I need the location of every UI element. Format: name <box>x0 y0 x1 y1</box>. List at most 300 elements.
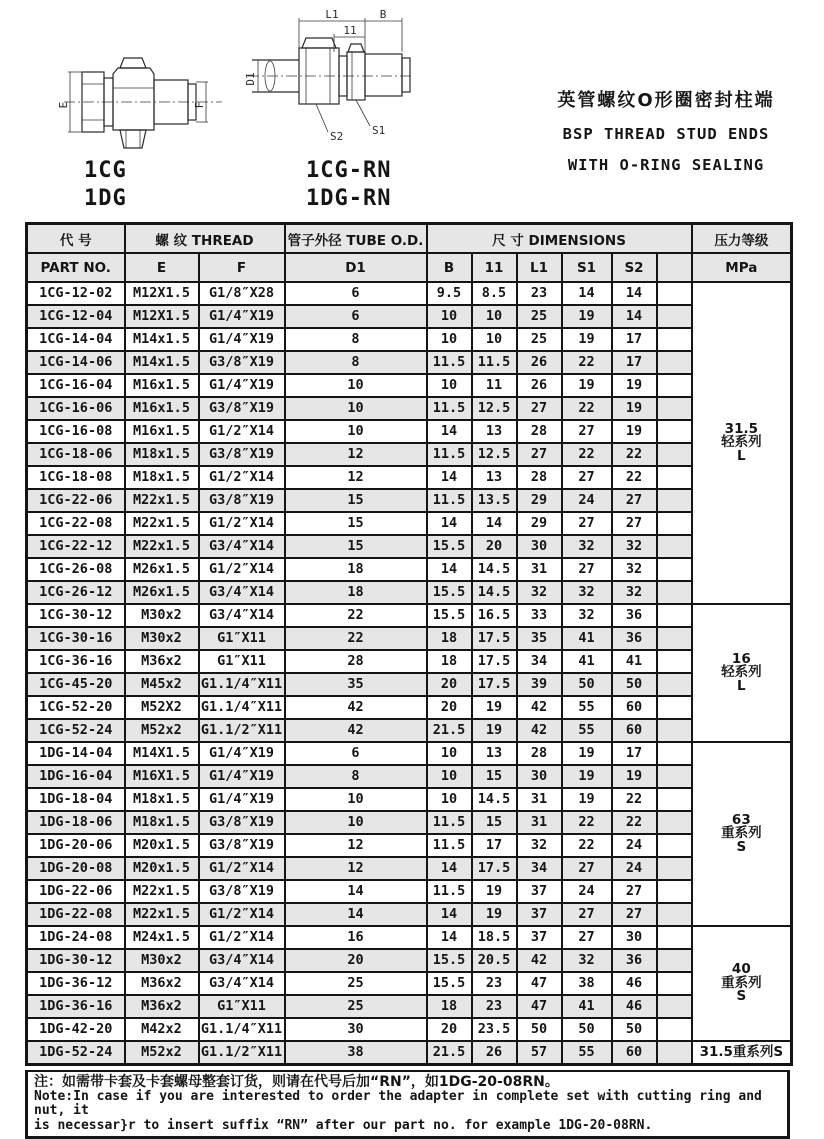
dim-s2-cell: 24 <box>612 857 657 880</box>
dim-l1-cell: 37 <box>517 880 562 903</box>
spare-cell <box>657 1018 692 1041</box>
table-row <box>27 1018 792 1041</box>
title-block <box>512 86 820 174</box>
dim-l1-cell: 50 <box>517 1018 562 1041</box>
dim-l1-small-cell: 15 <box>472 811 517 834</box>
dim-s2-cell: 60 <box>612 696 657 719</box>
dim-s2-cell: 22 <box>612 443 657 466</box>
thread-e-cell: M12X1.5 <box>125 305 199 328</box>
part-no-cell: 1CG-22-08 <box>27 512 125 535</box>
thread-e-cell: M18x1.5 <box>125 466 199 489</box>
dim-b-cell: 10 <box>427 305 472 328</box>
dim-s2-cell: 32 <box>612 535 657 558</box>
thread-e-cell: M22x1.5 <box>125 535 199 558</box>
spare-cell <box>657 765 692 788</box>
dim-l1-cell: 47 <box>517 995 562 1018</box>
part-no-cell: 1CG-12-02 <box>27 282 125 305</box>
part-no-cell: 1DG-18-06 <box>27 811 125 834</box>
dim-s2-cell: 22 <box>612 466 657 489</box>
thread-f-cell: G1/2″X14 <box>199 926 285 949</box>
spare-cell <box>657 834 692 857</box>
dim-l1-cell: 37 <box>517 903 562 926</box>
part-no-cell: 1DG-20-06 <box>27 834 125 857</box>
dim-l1-small-cell: 18.5 <box>472 926 517 949</box>
spare-cell <box>657 351 692 374</box>
spare-cell <box>657 627 692 650</box>
dim-s2-cell: 27 <box>612 903 657 926</box>
dim-l1-cell: 29 <box>517 512 562 535</box>
dim-s2-cell: 19 <box>612 420 657 443</box>
table-row <box>27 305 792 328</box>
dim-s2-cell: 24 <box>612 834 657 857</box>
table-row <box>27 903 792 926</box>
dim-l1-cell: 42 <box>517 696 562 719</box>
thread-f-cell: G1″X11 <box>199 650 285 673</box>
spare-cell <box>657 374 692 397</box>
dim-s1-cell: 24 <box>562 880 612 903</box>
tube-od-cell: 18 <box>285 558 427 581</box>
thread-f-cell: G3/8″X19 <box>199 351 285 374</box>
part-no-cell: 1DG-16-04 <box>27 765 125 788</box>
part-no-cell: 1DG-52-24 <box>27 1041 125 1065</box>
dim-l1-small-cell: 15 <box>472 765 517 788</box>
thread-f-cell: G3/4″X14 <box>199 604 285 627</box>
note-english-2: is necessar}r to insert suffix “RN” after our part no. for example 1DG-20-08RN. <box>34 1117 653 1133</box>
tube-od-cell: 16 <box>285 926 427 949</box>
dim-b-cell: 15.5 <box>427 972 472 995</box>
dim-b-cell: 11.5 <box>427 834 472 857</box>
spare-cell <box>657 558 692 581</box>
part-no-cell: 1CG-16-06 <box>27 397 125 420</box>
tube-od-cell: 15 <box>285 535 427 558</box>
dim-b-cell: 10 <box>427 328 472 351</box>
thread-f-cell: G1.1/2″X11 <box>199 1041 285 1065</box>
thread-e-cell: M18x1.5 <box>125 788 199 811</box>
dim-s1-cell: 32 <box>562 604 612 627</box>
thread-f-cell: G1/4″X19 <box>199 742 285 765</box>
thread-f-cell: G3/4″X14 <box>199 949 285 972</box>
dim-b-cell: 11.5 <box>427 351 472 374</box>
dim-s1-cell: 19 <box>562 765 612 788</box>
thread-f-cell: G1.1/4″X11 <box>199 1018 285 1041</box>
thread-e-cell: M52x2 <box>125 1041 199 1065</box>
dim-s2-cell: 27 <box>612 512 657 535</box>
part-no-cell: 1CG-12-04 <box>27 305 125 328</box>
dim-l1-cell: 34 <box>517 650 562 673</box>
right-fitting-drawing <box>244 8 419 160</box>
tube-od-cell: 14 <box>285 903 427 926</box>
page-title-english-2: WITH O-RING SEALING <box>567 156 765 174</box>
header-dimensions: 尺 寸 DIMENSIONS <box>427 224 692 254</box>
dim-s1-cell: 32 <box>562 581 612 604</box>
thread-f-cell: G1/4″X19 <box>199 788 285 811</box>
dim-s2-cell: 22 <box>612 788 657 811</box>
spare-cell <box>657 949 692 972</box>
dim-l1-small-cell: 13 <box>472 742 517 765</box>
tube-od-cell: 15 <box>285 489 427 512</box>
tube-od-cell: 12 <box>285 443 427 466</box>
pressure-group-cell: 31.5 轻系列 L <box>692 282 792 604</box>
dim-l1-small-cell: 12.5 <box>472 397 517 420</box>
part-no-cell: 1CG-14-04 <box>27 328 125 351</box>
table-row <box>27 765 792 788</box>
dim-l1-cell: 30 <box>517 765 562 788</box>
dim-s1-cell: 50 <box>562 1018 612 1041</box>
dim-s1-cell: 24 <box>562 489 612 512</box>
dim-b-cell: 15.5 <box>427 949 472 972</box>
dim-s1-cell: 50 <box>562 673 612 696</box>
thread-e-cell: M42x2 <box>125 1018 199 1041</box>
dim-label-s1: S1 <box>372 124 386 137</box>
spare-cell <box>657 673 692 696</box>
tube-od-cell: 10 <box>285 788 427 811</box>
table-row <box>27 443 792 466</box>
dim-b-cell: 14 <box>427 420 472 443</box>
tube-od-cell: 10 <box>285 397 427 420</box>
dim-l1-cell: 29 <box>517 489 562 512</box>
part-no-cell: 1CG-52-24 <box>27 719 125 742</box>
dim-l1-cell: 32 <box>517 834 562 857</box>
dim-s2-cell: 27 <box>612 880 657 903</box>
dim-s1-cell: 32 <box>562 535 612 558</box>
dim-s1-cell: 19 <box>562 328 612 351</box>
dim-s1-cell: 27 <box>562 558 612 581</box>
thread-e-cell: M20x1.5 <box>125 834 199 857</box>
header-l1: L1 <box>517 253 562 282</box>
thread-f-cell: G1/4″X19 <box>199 328 285 351</box>
tube-od-cell: 30 <box>285 1018 427 1041</box>
dim-b-cell: 21.5 <box>427 719 472 742</box>
spare-cell <box>657 719 692 742</box>
table-row <box>27 581 792 604</box>
part-no-cell: 1CG-16-08 <box>27 420 125 443</box>
thread-f-cell: G3/8″X19 <box>199 443 285 466</box>
dim-s2-cell: 19 <box>612 765 657 788</box>
thread-f-cell: G3/4″X14 <box>199 581 285 604</box>
part-no-cell: 1DG-30-12 <box>27 949 125 972</box>
dim-s1-cell: 19 <box>562 374 612 397</box>
dim-b-cell: 10 <box>427 742 472 765</box>
tube-od-cell: 28 <box>285 650 427 673</box>
table-row <box>27 995 792 1018</box>
part-no-cell: 1DG-22-08 <box>27 903 125 926</box>
left-fitting-drawing <box>58 44 228 164</box>
table-row <box>27 397 792 420</box>
thread-e-cell: M52x2 <box>125 719 199 742</box>
model-label-1cg: 1CG <box>84 158 127 183</box>
thread-f-cell: G1/2″X14 <box>199 466 285 489</box>
dim-l1-cell: 25 <box>517 305 562 328</box>
spare-cell <box>657 995 692 1018</box>
tube-od-cell: 20 <box>285 949 427 972</box>
table-row <box>27 742 792 765</box>
table-row <box>27 696 792 719</box>
part-no-cell: 1DG-20-08 <box>27 857 125 880</box>
header-part-no-cn: 代 号 <box>27 224 125 254</box>
header-part-no-en: PART NO. <box>27 253 125 282</box>
part-no-cell: 1DG-22-06 <box>27 880 125 903</box>
tube-od-cell: 42 <box>285 696 427 719</box>
model-label-1dg: 1DG <box>84 186 127 211</box>
table-row <box>27 788 792 811</box>
dim-l1-small-cell: 19 <box>472 880 517 903</box>
spare-cell <box>657 1041 692 1065</box>
tube-od-cell: 6 <box>285 305 427 328</box>
dim-l1-cell: 42 <box>517 719 562 742</box>
dim-b-cell: 14 <box>427 926 472 949</box>
part-no-cell: 1DG-24-08 <box>27 926 125 949</box>
dim-s1-cell: 19 <box>562 305 612 328</box>
dim-l1-small-cell: 17.5 <box>472 627 517 650</box>
note-chinese: 注：如需带卡套及卡套螺母整套订货，则请在代号后加“RN”，如1DG-20-08RN。 <box>34 1074 559 1090</box>
dim-label-s2: S2 <box>330 130 344 143</box>
dim-l1-small-cell: 17.5 <box>472 857 517 880</box>
thread-e-cell: M14X1.5 <box>125 742 199 765</box>
dim-b-cell: 10 <box>427 788 472 811</box>
header-pressure-unit: MPa <box>692 253 792 282</box>
dim-s1-cell: 55 <box>562 719 612 742</box>
thread-e-cell: M52X2 <box>125 696 199 719</box>
thread-e-cell: M14x1.5 <box>125 351 199 374</box>
spare-cell <box>657 857 692 880</box>
dim-s2-cell: 19 <box>612 397 657 420</box>
tube-od-cell: 10 <box>285 374 427 397</box>
note-box <box>25 1070 790 1139</box>
thread-f-cell: G3/8″X19 <box>199 397 285 420</box>
tube-od-cell: 8 <box>285 351 427 374</box>
dim-l1-small-cell: 20.5 <box>472 949 517 972</box>
tube-od-cell: 25 <box>285 995 427 1018</box>
spare-cell <box>657 282 692 305</box>
spare-cell <box>657 305 692 328</box>
dim-label-d1: D1 <box>244 72 257 86</box>
spare-cell <box>657 581 692 604</box>
thread-f-cell: G1/2″X14 <box>199 420 285 443</box>
table-row <box>27 880 792 903</box>
dim-s2-cell: 17 <box>612 328 657 351</box>
dim-b-cell: 20 <box>427 696 472 719</box>
dim-b-cell: 10 <box>427 374 472 397</box>
thread-f-cell: G1/2″X14 <box>199 512 285 535</box>
dim-s1-cell: 27 <box>562 926 612 949</box>
dim-b-cell: 11.5 <box>427 489 472 512</box>
thread-f-cell: G1/2″X14 <box>199 857 285 880</box>
dim-s1-cell: 19 <box>562 788 612 811</box>
table-row <box>27 650 792 673</box>
thread-e-cell: M36x2 <box>125 972 199 995</box>
spare-cell <box>657 972 692 995</box>
dim-l1-cell: 26 <box>517 374 562 397</box>
dim-s2-cell: 19 <box>612 374 657 397</box>
tube-od-cell: 10 <box>285 811 427 834</box>
spare-cell <box>657 650 692 673</box>
part-no-cell: 1DG-18-04 <box>27 788 125 811</box>
dim-l1-cell: 42 <box>517 949 562 972</box>
dim-l1-cell: 27 <box>517 443 562 466</box>
dim-s1-cell: 19 <box>562 742 612 765</box>
tube-od-cell: 18 <box>285 581 427 604</box>
thread-e-cell: M22x1.5 <box>125 512 199 535</box>
tube-od-cell: 12 <box>285 834 427 857</box>
dim-l1-cell: 31 <box>517 788 562 811</box>
dim-s2-cell: 50 <box>612 1018 657 1041</box>
header-s2: S2 <box>612 253 657 282</box>
part-no-cell: 1CG-22-06 <box>27 489 125 512</box>
thread-e-cell: M30x2 <box>125 627 199 650</box>
dim-s1-cell: 55 <box>562 1041 612 1065</box>
tube-od-cell: 25 <box>285 972 427 995</box>
dim-l1-cell: 35 <box>517 627 562 650</box>
dim-l1-cell: 31 <box>517 558 562 581</box>
dim-s2-cell: 17 <box>612 351 657 374</box>
spare-cell <box>657 811 692 834</box>
dim-l1-cell: 37 <box>517 926 562 949</box>
thread-e-cell: M22x1.5 <box>125 489 199 512</box>
dim-s1-cell: 41 <box>562 995 612 1018</box>
thread-e-cell: M16x1.5 <box>125 397 199 420</box>
thread-e-cell: M26x1.5 <box>125 581 199 604</box>
tube-od-cell: 35 <box>285 673 427 696</box>
header-f: F <box>199 253 285 282</box>
thread-e-cell: M30x2 <box>125 949 199 972</box>
dim-b-cell: 14 <box>427 857 472 880</box>
part-no-cell: 1CG-18-06 <box>27 443 125 466</box>
dim-l1-cell: 23 <box>517 282 562 305</box>
table-row <box>27 926 792 949</box>
table-row <box>27 972 792 995</box>
thread-e-cell: M16X1.5 <box>125 765 199 788</box>
dim-b-cell: 18 <box>427 650 472 673</box>
pressure-group-cell: 63 重系列 S <box>692 742 792 926</box>
note-english-1: Note:In case if you are interested to order the adapter in complete set with cutting ring and nut, it <box>34 1089 762 1119</box>
dim-l1-cell: 47 <box>517 972 562 995</box>
tube-od-cell: 22 <box>285 627 427 650</box>
spare-cell <box>657 397 692 420</box>
table-row <box>27 604 792 627</box>
dim-s1-cell: 27 <box>562 903 612 926</box>
dim-s1-cell: 14 <box>562 282 612 305</box>
dim-s2-cell: 14 <box>612 305 657 328</box>
dim-l1-small-cell: 19 <box>472 696 517 719</box>
part-no-cell: 1DG-36-12 <box>27 972 125 995</box>
spare-cell <box>657 604 692 627</box>
part-no-cell: 1CG-26-08 <box>27 558 125 581</box>
dim-b-cell: 18 <box>427 995 472 1018</box>
dim-s1-cell: 22 <box>562 397 612 420</box>
dim-l1-small-cell: 10 <box>472 328 517 351</box>
dim-s1-cell: 55 <box>562 696 612 719</box>
model-label-1dg-rn: 1DG-RN <box>306 186 392 211</box>
part-no-cell: 1CG-30-16 <box>27 627 125 650</box>
thread-f-cell: G1/4″X19 <box>199 305 285 328</box>
header-pressure-cn: 压力等级 <box>692 224 792 254</box>
tube-od-cell: 38 <box>285 1041 427 1065</box>
spare-cell <box>657 880 692 903</box>
thread-f-cell: G1.1/4″X11 <box>199 696 285 719</box>
thread-e-cell: M22x1.5 <box>125 903 199 926</box>
thread-e-cell: M45x2 <box>125 673 199 696</box>
spare-cell <box>657 696 692 719</box>
part-no-cell: 1CG-36-16 <box>27 650 125 673</box>
dim-l1-cell: 28 <box>517 742 562 765</box>
header-s1: S1 <box>562 253 612 282</box>
table-row <box>27 811 792 834</box>
thread-e-cell: M12X1.5 <box>125 282 199 305</box>
table-row <box>27 466 792 489</box>
pressure-group-cell: 31.5重系列S <box>692 1041 792 1065</box>
dim-l1-small-cell: 14 <box>472 512 517 535</box>
dim-s2-cell: 32 <box>612 558 657 581</box>
tube-od-cell: 8 <box>285 328 427 351</box>
part-no-cell: 1CG-22-12 <box>27 535 125 558</box>
dim-s1-cell: 27 <box>562 420 612 443</box>
dim-b-cell: 10 <box>427 765 472 788</box>
table-row <box>27 351 792 374</box>
dim-l1-small-cell: 14.5 <box>472 581 517 604</box>
pressure-group-cell: 40 重系列 S <box>692 926 792 1041</box>
dim-l1-small-cell: 11.5 <box>472 351 517 374</box>
dim-l1-small-cell: 14.5 <box>472 558 517 581</box>
thread-f-cell: G3/8″X19 <box>199 880 285 903</box>
dim-b-cell: 18 <box>427 627 472 650</box>
thread-e-cell: M22x1.5 <box>125 880 199 903</box>
dim-b-cell: 21.5 <box>427 1041 472 1065</box>
dim-s2-cell: 41 <box>612 650 657 673</box>
table-row <box>27 512 792 535</box>
dim-l1-cell: 57 <box>517 1041 562 1065</box>
model-label-1cg-rn: 1CG-RN <box>306 158 392 183</box>
dim-s1-cell: 27 <box>562 466 612 489</box>
dim-b-cell: 11.5 <box>427 880 472 903</box>
dim-l1-small-cell: 19 <box>472 903 517 926</box>
dim-label-l1: L1 <box>325 8 339 21</box>
part-no-cell: 1CG-18-08 <box>27 466 125 489</box>
header-d1: D1 <box>285 253 427 282</box>
dim-l1-small-cell: 17.5 <box>472 673 517 696</box>
dim-s1-cell: 27 <box>562 857 612 880</box>
spare-cell <box>657 489 692 512</box>
dim-b-cell: 15.5 <box>427 604 472 627</box>
part-no-cell: 1CG-16-04 <box>27 374 125 397</box>
dim-b-cell: 11.5 <box>427 397 472 420</box>
part-no-cell: 1CG-14-06 <box>27 351 125 374</box>
table-row <box>27 719 792 742</box>
dim-l1-cell: 26 <box>517 351 562 374</box>
dim-b-cell: 14 <box>427 466 472 489</box>
dim-l1-small-cell: 23 <box>472 972 517 995</box>
dim-l1-cell: 32 <box>517 581 562 604</box>
dim-l1-cell: 39 <box>517 673 562 696</box>
dim-l1-cell: 34 <box>517 857 562 880</box>
dim-l1-small-cell: 23 <box>472 995 517 1018</box>
tube-od-cell: 6 <box>285 282 427 305</box>
thread-f-cell: G1.1/2″X11 <box>199 719 285 742</box>
thread-e-cell: M36x2 <box>125 650 199 673</box>
dim-b-cell: 11.5 <box>427 811 472 834</box>
dim-l1-small-cell: 10 <box>472 305 517 328</box>
table-row <box>27 949 792 972</box>
dim-label-b: B <box>379 8 387 21</box>
dim-s2-cell: 50 <box>612 673 657 696</box>
tube-od-cell: 6 <box>285 742 427 765</box>
thread-f-cell: G1/4″X19 <box>199 374 285 397</box>
table-row <box>27 328 792 351</box>
table-row <box>27 673 792 696</box>
thread-f-cell: G1″X11 <box>199 995 285 1018</box>
header-b: B <box>427 253 472 282</box>
dim-l1-small-cell: 17 <box>472 834 517 857</box>
spare-cell <box>657 466 692 489</box>
